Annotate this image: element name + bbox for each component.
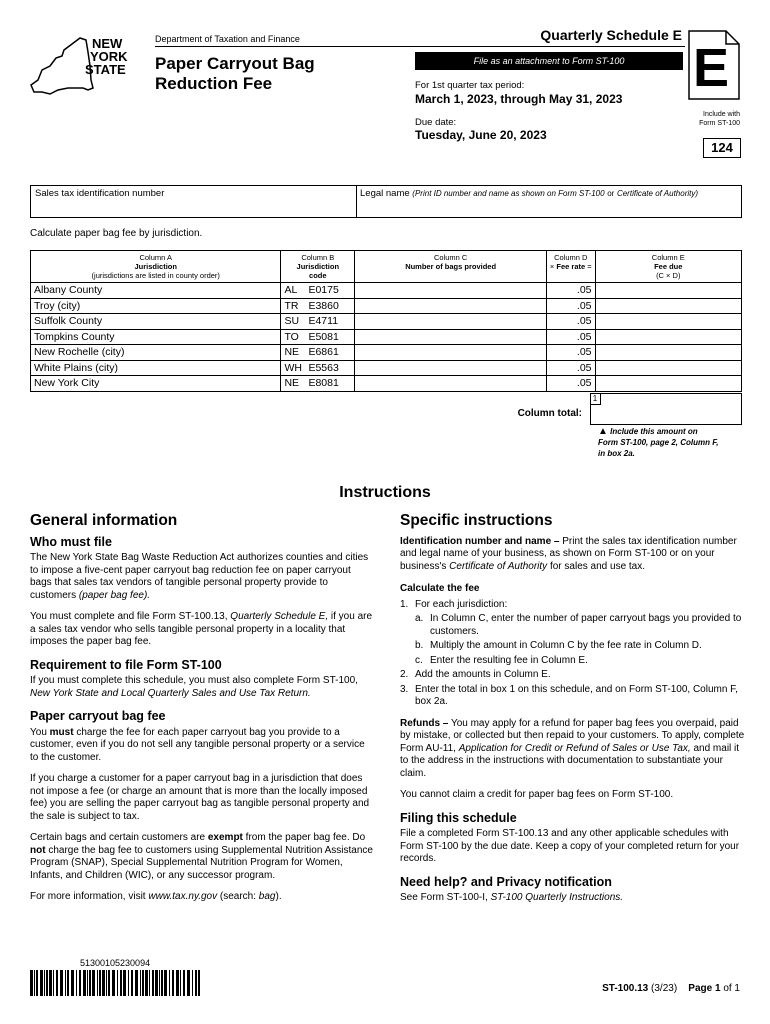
attachment-note: File as an attachment to Form ST-100 (415, 52, 683, 70)
filing-heading: Filing this schedule (400, 810, 517, 825)
jurisdiction-code-cell: NE E8081 (281, 376, 355, 392)
tax-website-link[interactable]: www.tax.ny.gov (148, 891, 218, 902)
identification-row (30, 185, 742, 218)
fee-due-field[interactable] (595, 376, 741, 392)
sales-tax-id-field[interactable] (35, 188, 164, 199)
equals-sign: = (587, 262, 592, 271)
legal-name-hint: (Print ID number and name as shown on Form ST-100 (412, 189, 605, 198)
form-revision: (3/23) (651, 983, 678, 994)
legal-name-field[interactable] (360, 188, 698, 199)
total-note (598, 426, 748, 459)
form-title (155, 54, 375, 94)
jurisdiction-code-cell: SU E4711 (281, 314, 355, 330)
requirement-heading: Requirement to file Form ST-100 (30, 657, 222, 672)
more-info: For more information, visit www.tax.ny.gov (search: bag). (30, 891, 282, 902)
fee-rate-cell: .05 (547, 298, 595, 314)
who-must-file-heading: Who must file (30, 534, 112, 549)
fee-due-field[interactable] (595, 345, 741, 361)
fee-rate-cell: .05 (547, 376, 595, 392)
form-code-box: 124 (703, 138, 741, 158)
bags-provided-field[interactable] (355, 314, 547, 330)
fee-rate-cell: .05 (547, 360, 595, 376)
triangle-up-icon: ▲ (598, 426, 608, 437)
page-of: of 1 (723, 983, 740, 994)
column-c-header: Column C Number of bags provided (355, 251, 547, 283)
sales-tax-id-label: Sales tax identification number (35, 188, 165, 199)
header-rule (155, 46, 685, 47)
calculation-steps (400, 599, 745, 709)
svg-text:STATE: STATE (85, 62, 126, 77)
refunds-paragraph: Refunds – You may apply for a refund for paper bag fees you overpaid, paid by mistake, or collected but then repaid to your customers. To apply, complete Form AU-11, Application for Credit or Refund of Sales or Use Tax, and mail it to the address in the instructions with documentation to substantiate your claim. (400, 717, 745, 779)
field-divider (356, 186, 357, 217)
table-row (31, 314, 742, 330)
instructions-title: Instructions (339, 484, 431, 501)
substep-c: c. Enter the resulting fee in Column E. (415, 654, 588, 666)
form-title-line2: Reduction Fee (155, 74, 273, 93)
total-note-line1: Include this amount on (610, 427, 698, 436)
barcode-number: 51300105230094 (80, 958, 151, 968)
svg-text:YORK: YORK (90, 49, 128, 64)
total-note-line3: in box 2a. (598, 449, 635, 458)
legal-name-label: Legal name (360, 188, 410, 199)
column-total-label: Column total: (517, 408, 582, 419)
bags-provided-field[interactable] (355, 376, 547, 392)
help-heading: Need help? and Privacy notification (400, 874, 612, 889)
table-row (31, 298, 742, 314)
department-name: Department of Taxation and Finance (155, 34, 300, 44)
page-number: 1 (714, 983, 721, 994)
column-e-header: Column E Fee due (C × D) (595, 251, 741, 283)
jurisdiction-cell: New Rochelle (city) (31, 345, 281, 361)
credit-note: You cannot claim a credit for paper bag fees on Form ST-100. (400, 789, 674, 800)
bags-provided-field[interactable] (355, 283, 547, 299)
bags-provided-field[interactable] (355, 360, 547, 376)
jurisdiction-cell: Albany County (31, 283, 281, 299)
fee-rate-cell: .05 (547, 283, 595, 299)
period-value: March 1, 2023, through May 31, 2023 (415, 92, 623, 106)
column-a-header: Column A Jurisdiction (jurisdictions are listed in county order) (31, 251, 281, 283)
form-id: ST-100.13 (602, 983, 649, 994)
table-row (31, 283, 742, 299)
include-with-line2: Form ST-100 (699, 120, 740, 127)
table-header-row (31, 251, 742, 283)
filing-paragraph: File a completed Form ST-100.13 and any other applicable schedules with Form ST-100 by the due date. Keep a copy of your completed return for your records. (400, 828, 740, 864)
box-number: 1 (590, 393, 601, 405)
fee-table (30, 250, 742, 392)
due-date-value: Tuesday, June 20, 2023 (415, 128, 547, 142)
identification-instructions: Identification number and name – Print the sales tax identification number and legal name of your business, as shown on Form ST-100 or on your business's Certificate of Authority for sales and use tax. (400, 535, 737, 572)
fee-rate-cell: .05 (547, 314, 595, 330)
schedule-title: Quarterly Schedule E (540, 27, 682, 43)
table-row (31, 329, 742, 345)
bags-provided-field[interactable] (355, 345, 547, 361)
paper-bag-fee-heading: Paper carryout bag fee (30, 709, 166, 723)
svg-text:NEW: NEW (92, 36, 123, 51)
fee-due-field[interactable] (595, 360, 741, 376)
due-date-label: Due date: (415, 117, 457, 128)
table-row (31, 376, 742, 392)
multiply-sign: × (549, 262, 555, 271)
who-must-file-p1: The New York State Bag Waste Reduction Act authorizes counties and cities to impose a five-cent paper carryout bag reduction fee on paper carryout bags that sales tax vendors of tangible personal property provide to customers (paper bag fee). (30, 552, 369, 601)
fee-rate-cell: .05 (547, 329, 595, 345)
jurisdiction-code-cell: NE E6861 (281, 345, 355, 361)
legal-name-hint-end: Certificate of Authority) (616, 189, 699, 198)
fee-rate-cell: .05 (547, 345, 595, 361)
period-label: For 1st quarter tax period: (415, 80, 525, 91)
who-must-file-p2: You must complete and file Form ST-100.13, Quarterly Schedule E, if you are a sales tax vendor who sells tangible personal property in a locality that imposes the paper bag fee. (30, 611, 373, 647)
calculate-fee-heading: Calculate the fee (400, 583, 480, 594)
jurisdiction-cell: New York City (31, 376, 281, 392)
total-note-line2: Form ST-100, page 2, Column F, (598, 438, 719, 447)
fee-due-field[interactable] (595, 329, 741, 345)
bags-provided-field[interactable] (355, 329, 547, 345)
schedule-letter: E (693, 38, 730, 98)
table-row (31, 360, 742, 376)
bags-provided-field[interactable] (355, 298, 547, 314)
fee-due-field[interactable] (595, 298, 741, 314)
legal-name-hint-or: or (607, 189, 615, 198)
page-label: Page (688, 983, 713, 994)
barcode (30, 970, 200, 996)
fee-due-field[interactable] (595, 314, 741, 330)
step-2: 2. Add the amounts in Column E. (400, 669, 551, 680)
jurisdiction-code-cell: WH E5563 (281, 360, 355, 376)
jurisdiction-cell: Troy (city) (31, 298, 281, 314)
table-row (31, 345, 742, 361)
jurisdiction-code-cell: TO E5081 (281, 329, 355, 345)
jurisdiction-cell: White Plains (city) (31, 360, 281, 376)
column-total-field[interactable] (590, 393, 742, 425)
step-3: 3. Enter the total in box 1 on this schedule, and on Form ST-100, Column F, box 2a. (400, 683, 738, 707)
paper-bag-fee-p3: Certain bags and certain customers are exempt from the paper bag fee. Do not charge the bag fee to customers using Supplemental Nutrition Assistance Program (SNAP), Special Supplemental Nutrition Program for Women, Infants, and Children (WIC), or any successor program. (30, 832, 373, 881)
form-title-line1: Paper Carryout Bag (155, 54, 315, 73)
jurisdiction-cell: Tompkins County (31, 329, 281, 345)
general-info-heading: General information (30, 512, 178, 529)
help-paragraph: See Form ST-100-I, ST-100 Quarterly Instructions. (400, 892, 624, 903)
paper-bag-fee-p2: If you charge a customer for a paper carryout bag in a jurisdiction that does not impose a fee (or charge an amount that is more than the locally imposed fee) you are selling the paper carryout bag as tangible personal property and the sale is subject to tax. (30, 773, 370, 822)
paper-bag-fee-p1: You must charge the fee for each paper carryout bag you provide to a customer, even if you do not sell any tangible personal property or a service to the customer. (30, 726, 365, 763)
substep-b: b. Multiply the amount in Column C by the fee rate in Column D. (415, 640, 702, 651)
jurisdiction-code-cell: TR E3860 (281, 298, 355, 314)
jurisdiction-cell: Suffolk County (31, 314, 281, 330)
substep-a: a. In Column C, enter the number of paper carryout bags you provided to customers. (415, 613, 742, 637)
nys-state-logo (28, 30, 148, 100)
column-b-header: Column B Jurisdiction code (281, 251, 355, 283)
include-with-note (688, 110, 740, 128)
specific-instructions-heading: Specific instructions (400, 512, 553, 529)
general-information-column (30, 512, 375, 913)
column-d-header: Column D × Fee rate = (547, 251, 595, 283)
page-footer (560, 983, 740, 994)
specific-instructions-column (400, 512, 745, 914)
include-with-line1: Include with (703, 111, 740, 118)
fee-due-field[interactable] (595, 283, 741, 299)
calculation-intro: Calculate paper bag fee by jurisdiction. (30, 228, 203, 239)
step-1: 1. For each jurisdiction: (400, 598, 508, 610)
jurisdiction-code-cell: AL E0175 (281, 283, 355, 299)
requirement-p: If you must complete this schedule, you must also complete Form ST-100, New York State and Local Quarterly Sales and Use Tax Return. (30, 675, 358, 699)
